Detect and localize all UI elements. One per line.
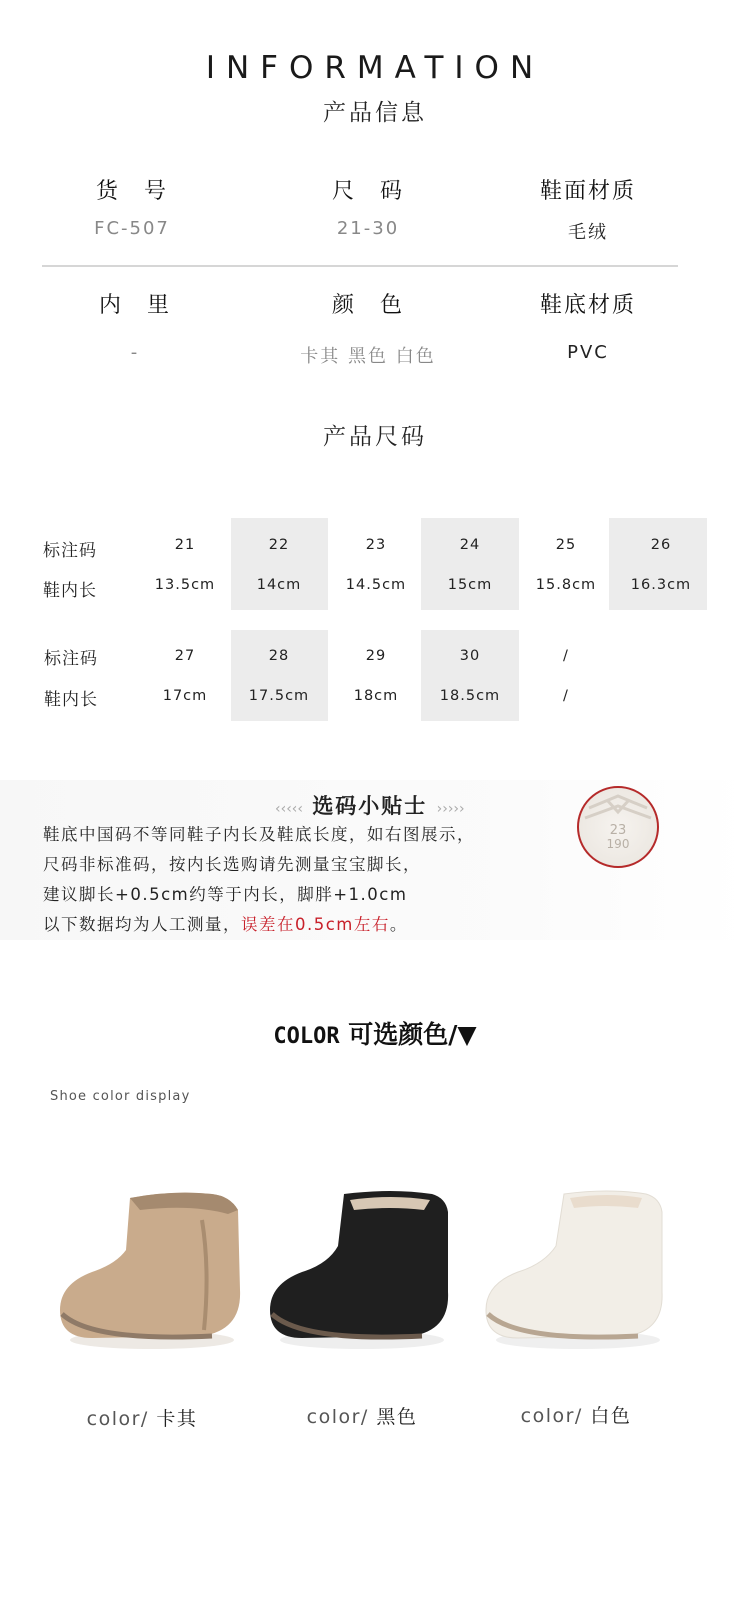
table1-code-label: 标注码 (43, 541, 97, 561)
sole-size-number: 23 (609, 823, 627, 838)
table2-code-label: 标注码 (44, 649, 98, 669)
table1-length: 15cm (447, 577, 493, 593)
size-section-title: 产品尺码 (323, 424, 427, 450)
table1-length: 14.5cm (345, 577, 407, 593)
size-cell-bg (231, 630, 328, 721)
tip-line-4-suffix: 。 (389, 915, 408, 934)
black-shoe-caption (252, 1402, 472, 1429)
spec-value-item-no: FC-507 (94, 218, 170, 239)
table1-length: 13.5cm (154, 577, 216, 593)
size-cell-bg (421, 518, 519, 610)
table1-length-label: 鞋内长 (43, 581, 97, 601)
spec-divider (42, 265, 678, 267)
white-shoe-image (478, 1180, 678, 1360)
tip-line-4 (43, 911, 408, 935)
white-caption-prefix: color/ (520, 1405, 583, 1427)
size-cell-bg (421, 630, 519, 721)
table2-code: 27 (174, 648, 196, 664)
sole-length-number: 190 (606, 837, 630, 851)
table2-length: 17cm (162, 688, 208, 704)
table1-length: 16.3cm (630, 577, 692, 593)
spec-value-size: 21-30 (336, 218, 400, 239)
table2-length-label: 鞋内长 (44, 690, 98, 710)
table1-code: 25 (555, 537, 577, 553)
table2-code: 29 (365, 648, 387, 664)
sole-pattern-icon (579, 788, 657, 866)
size-cell-bg (231, 518, 328, 610)
tip-line-4-highlight: 误差在0.5cm左右 (241, 915, 390, 934)
color-subtitle: Shoe color display (50, 1089, 191, 1104)
table2-length: 18cm (353, 688, 399, 704)
table1-code: 22 (268, 537, 290, 553)
black-caption-prefix: color/ (306, 1406, 369, 1428)
spec-value-color: 卡其 黑色 白色 (300, 346, 436, 367)
color-title-zh: 可选颜色/▼ (348, 1020, 477, 1049)
table2-code: / (563, 648, 569, 664)
tip-arrows-right: ››››› (436, 801, 465, 817)
tip-line-3: 建议脚长+0.5cm约等于内长，脚胖+1.0cm (43, 885, 408, 904)
table2-code: 30 (459, 648, 481, 664)
table1-length: 15.8cm (535, 577, 597, 593)
tip-line-1: 鞋底中国码不等同鞋子内长及鞋底长度，如右图展示， (43, 825, 475, 844)
color-section-title (0, 1015, 750, 1051)
tip-title-text: 选码小贴士 (312, 794, 428, 818)
spec-label-size: 尺 码 (331, 179, 404, 204)
spec-label-upper-material: 鞋面材质 (539, 179, 636, 204)
black-shoe-image (262, 1180, 462, 1360)
spec-value-sole-material: PVC (567, 342, 609, 363)
table1-code: 23 (365, 537, 387, 553)
tip-line-2: 尺码非标准码，按内长选购请先测量宝宝脚长， (43, 855, 421, 874)
tip-arrows-left: ‹‹‹‹‹ (275, 801, 303, 817)
spec-label-lining: 内 里 (98, 293, 171, 318)
tip-line-4-prefix: 以下数据均为人工测量， (43, 915, 241, 934)
white-shoe-caption (466, 1401, 686, 1428)
white-caption-name: 白色 (590, 1405, 632, 1427)
table2-length: 17.5cm (248, 688, 310, 704)
sole-closeup-image (577, 786, 659, 868)
table2-length: / (563, 688, 569, 704)
table1-code: 24 (459, 537, 481, 553)
spec-value-lining: - (130, 342, 140, 363)
khaki-shoe-image (52, 1180, 252, 1360)
table2-length: 18.5cm (439, 688, 501, 704)
spec-label-item-no: 货 号 (95, 179, 168, 204)
khaki-shoe-caption (32, 1404, 252, 1431)
info-subtitle: 产品信息 (323, 100, 427, 126)
khaki-caption-prefix: color/ (86, 1408, 149, 1430)
spec-label-sole-material: 鞋底材质 (539, 293, 636, 318)
size-cell-bg (609, 518, 707, 610)
spec-value-upper-material: 毛绒 (568, 222, 608, 243)
spec-label-color: 颜 色 (331, 293, 404, 318)
black-caption-name: 黑色 (376, 1406, 418, 1428)
color-title-en: COLOR (273, 1024, 340, 1049)
info-title: INFORMATION (205, 50, 545, 86)
table1-code: 21 (174, 537, 196, 553)
tip-title (275, 790, 465, 820)
table1-length: 14cm (256, 577, 302, 593)
table2-code: 28 (268, 648, 290, 664)
khaki-caption-name: 卡其 (156, 1408, 198, 1430)
table1-code: 26 (650, 537, 672, 553)
